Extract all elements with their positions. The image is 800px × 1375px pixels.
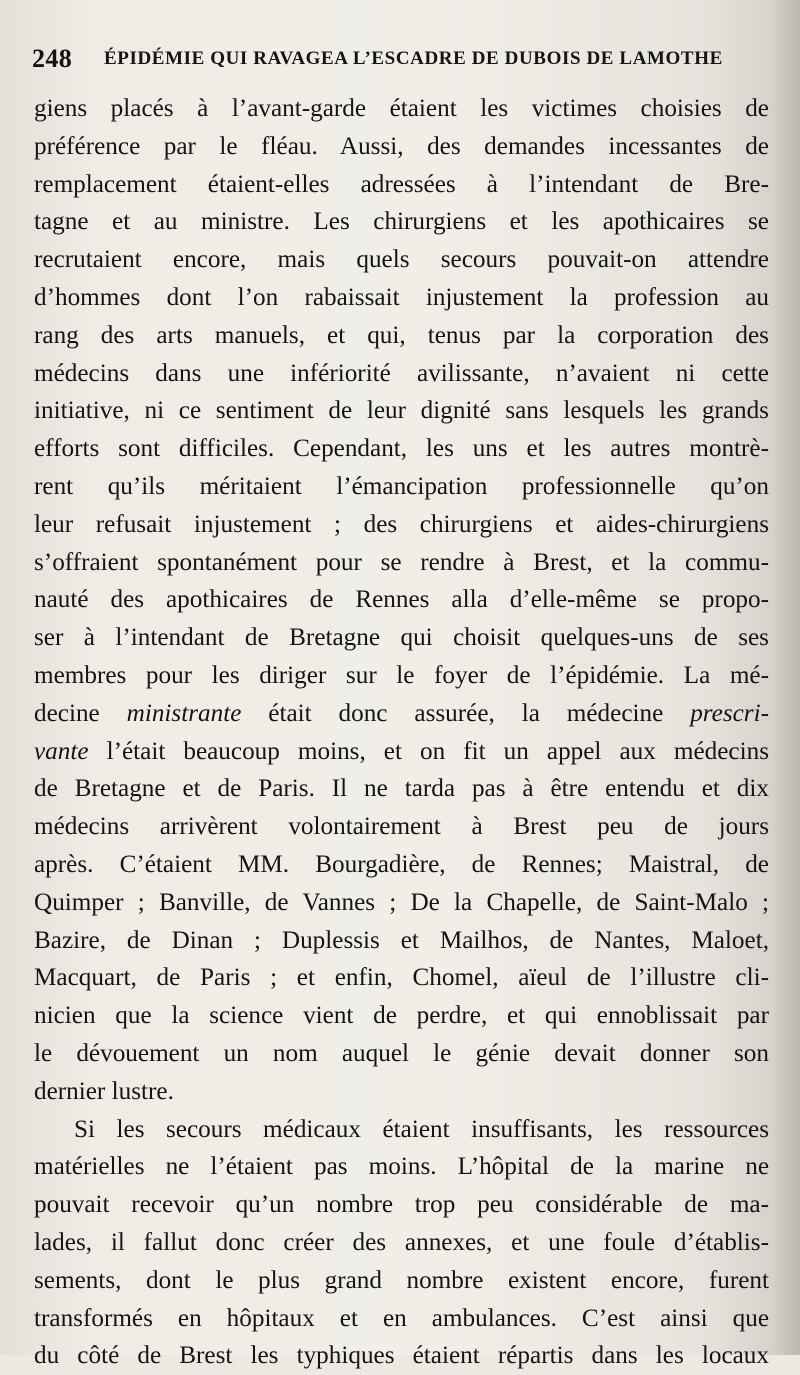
text-line: tagne et au ministre. Les chirurgiens et les apothicaires se [34,208,769,236]
text-line: initiative, ni ce sentiment de leur dignité sans lesquels les grands [34,397,769,425]
text-line: remplacement étaient-elles adressées à l’intendant de Bre- [34,170,769,198]
text-line: médecins arrivèrent volontairement à Brest peu de jours [34,813,769,841]
text-line: transformés en hôpitaux et en ambulances. C’est ainsi que [34,1304,769,1332]
text-line: pouvait recevoir qu’un nombre trop peu considérable de ma- [34,1191,769,1219]
text-line: médecins dans une infériorité avilissante, n’avaient ni cette [34,359,769,387]
text-line: nauté des apothicaires de Rennes alla d’elle-même se propo- [34,586,769,614]
page-number: 248 [32,44,73,73]
italic-term: vante [34,737,89,765]
text-line: de Bretagne et de Paris. Il ne tarda pas à être entendu et dix [34,775,769,803]
text-line: rang des arts manuels, et qui, tenus par la corporation des [34,321,769,349]
text-line: matérielles ne l’étaient pas moins. L’hôpital de la marine ne [34,1153,769,1181]
text-line: lades, il fallut donc créer des annexes, et une foule d’établis- [34,1228,769,1256]
text-line: après. C’étaient MM. Bourgadière, de Rennes; Maistral, de [34,850,769,878]
text-line: préférence par le fléau. Aussi, des demandes incessantes de [34,132,769,160]
text-line: recrutaient encore, mais quels secours pouvait-on attendre [34,246,769,274]
text-line: sements, dont le plus grand nombre existent encore, furent [34,1266,769,1294]
running-title: ÉPIDÉMIE QUI RAVAGEA L’ESCADRE DE DUBOIS DE LAMOTHE [104,48,723,69]
text-line: d’hommes dont l’on rabaissait injustement la profession au [34,283,769,311]
text-line: efforts sont difficiles. Cependant, les uns et les autres montrè- [34,435,769,463]
text-line: membres pour les diriger sur le foyer de l’épidémie. La mé- [34,661,769,689]
italic-term: prescri- [690,699,769,727]
text-line-with-italics [34,733,769,771]
text-line: Quimper ; Banville, de Vannes ; De la Chapelle, de Saint-Malo ; [34,888,769,916]
text-run: l’était beaucoup moins, et on fit un appel aux médecins [88,737,769,765]
paragraph-end-line: dernier lustre. [34,1077,174,1105]
text-run: était donc assurée, la médecine [241,699,691,727]
text-line: le dévouement un nom auquel le génie devait donner son [34,1039,769,1067]
text-line: ser à l’intendant de Bretagne qui choisit quelques-uns de ses [34,624,769,652]
text-line: s’offraient spontanément pour se rendre à Brest, et la commu- [34,548,769,576]
text-line: rent qu’ils méritaient l’émancipation professionnelle qu’on [34,472,769,500]
text-run: decine [34,699,127,727]
page-edge-shadow [772,0,800,1355]
text-line: du côté de Brest les typhiques étaient répartis dans les locaux [34,1342,769,1370]
text-line: nicien que la science vient de perdre, et qui ennoblissait par [34,1002,769,1030]
text-line: leur refusait injustement ; des chirurgiens et aides-chirurgiens [34,510,769,538]
text-line: Macquart, de Paris ; et enfin, Chomel, aïeul de l’illustre cli- [34,964,769,992]
italic-term: ministrante [126,699,242,727]
text-line-with-italics [34,695,769,733]
text-line: Bazire, de Dinan ; Duplessis et Mailhos, de Nantes, Maloet, [34,926,769,954]
text-line: giens placés à l’avant-garde étaient les victimes choisies de [34,95,769,122]
paragraph-start-line: Si les secours médicaux étaient insuffisants, les ressources [74,1115,769,1143]
body-text [34,90,769,1375]
running-head [30,40,780,80]
